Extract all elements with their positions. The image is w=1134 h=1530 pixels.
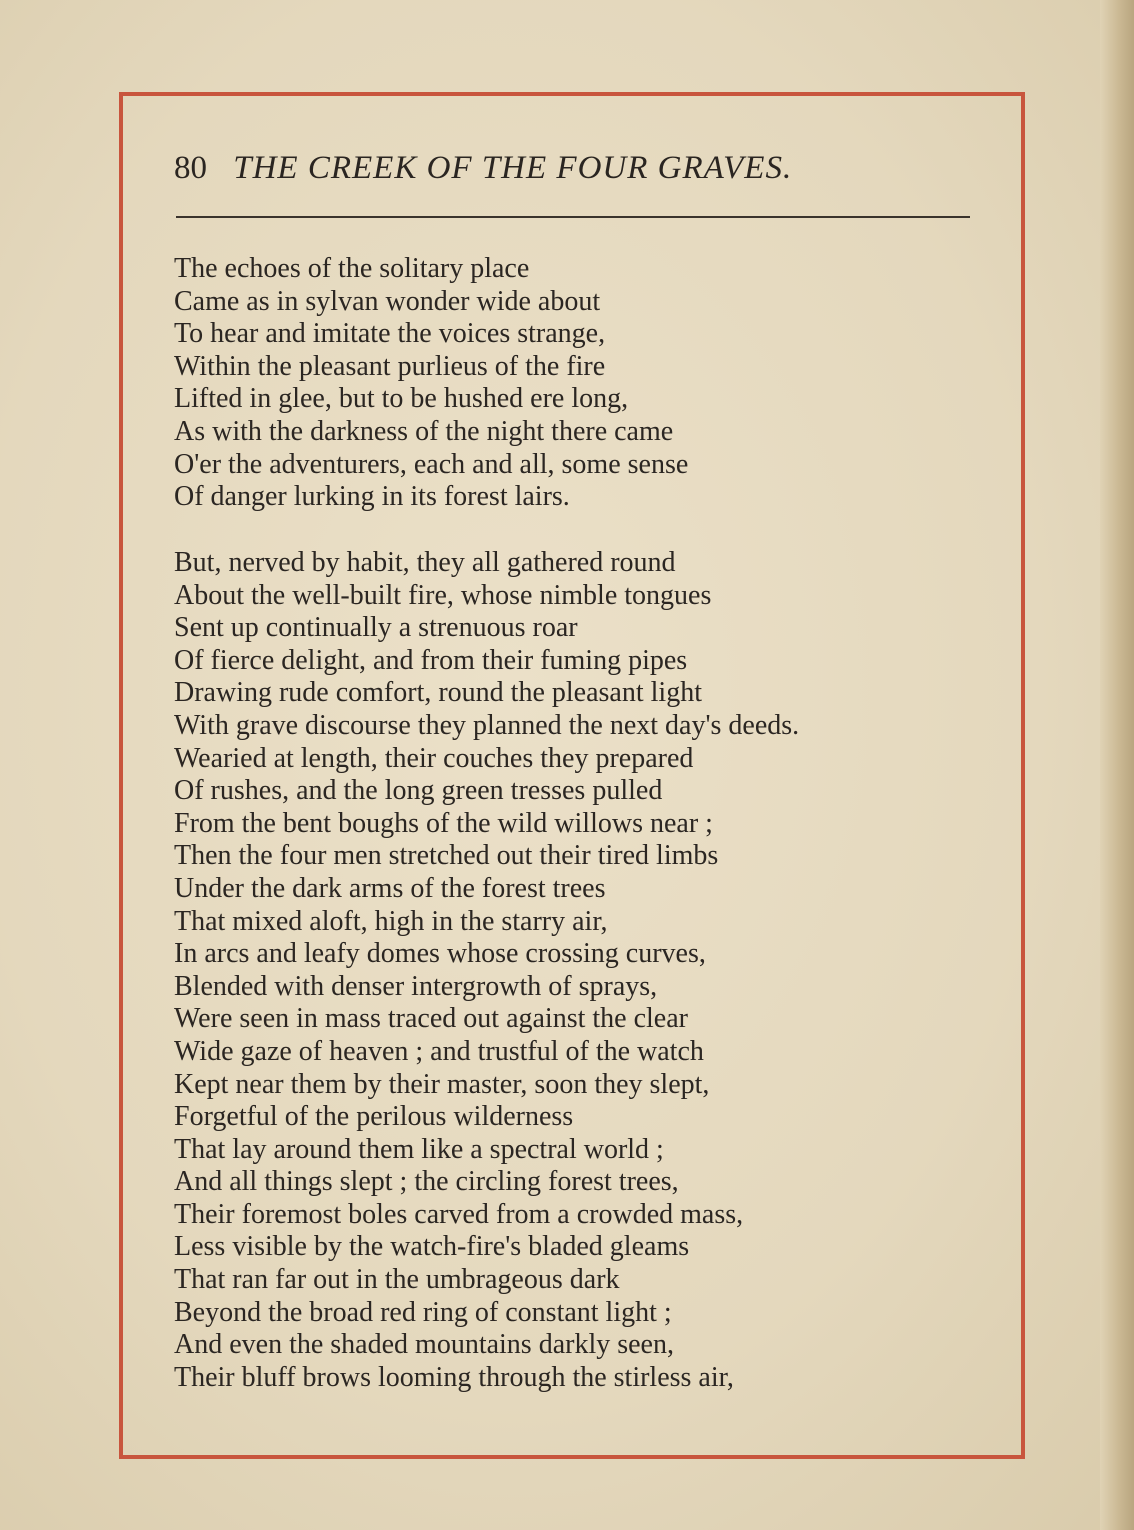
verse-line: Lifted in glee, but to be hushed ere long, xyxy=(174,383,629,415)
verse-line: But, nerved by habit, they all gathered round xyxy=(174,547,676,578)
verse-line: And all things slept ; the circling forest trees, xyxy=(174,1166,679,1198)
verse-line: Of rushes, and the long green tresses pulled xyxy=(174,775,663,807)
verse-line: Sent up continually a strenuous roar xyxy=(174,612,578,644)
verse-line: Came as in sylvan wonder wide about xyxy=(174,285,601,317)
verse-line: To hear and imitate the voices strange, xyxy=(174,318,606,350)
verse-line: That mixed aloft, high in the starry air, xyxy=(174,905,608,937)
verse-line: In arcs and leafy domes whose crossing curves, xyxy=(174,938,706,970)
verse-line: Wide gaze of heaven ; and trustful of the watch xyxy=(174,1035,704,1067)
running-title: THE CREEK OF THE FOUR GRAVES. xyxy=(233,150,793,186)
verse-line: Of fierce delight, and from their fuming pipes xyxy=(174,644,688,676)
verse-line: And even the shaded mountains darkly seen, xyxy=(174,1329,674,1361)
verse-line: Less visible by the watch-fire's bladed gleams xyxy=(174,1231,690,1263)
header-rule xyxy=(176,216,970,218)
verse-line: Under the dark arms of the forest trees xyxy=(174,872,606,904)
page-header xyxy=(174,150,974,198)
stanza-1 xyxy=(174,253,974,514)
verse-line: Then the four men stretched out their tired limbs xyxy=(174,840,719,872)
verse-line: As with the darkness of the night there came xyxy=(174,415,674,447)
verse-line: That lay around them like a spectral world ; xyxy=(174,1133,664,1165)
verse-line: From the bent boughs of the wild willows near ; xyxy=(174,807,713,839)
verse-line: O'er the adventurers, each and all, some sense xyxy=(174,448,689,480)
verse-line: Within the pleasant purlieus of the fire xyxy=(174,350,606,382)
verse-line: About the well-built fire, whose nimble tongues xyxy=(174,579,712,611)
verse-line: Their foremost boles carved from a crowded mass, xyxy=(174,1198,744,1230)
page-number: 80 xyxy=(174,150,207,186)
verse-line: The echoes of the solitary place xyxy=(174,253,530,284)
verse-line: Forgetful of the perilous wilderness xyxy=(174,1101,574,1133)
verse-line: Their bluff brows looming through the stirless air, xyxy=(174,1361,734,1393)
page-gutter xyxy=(1100,0,1134,1530)
verse-line: Blended with denser intergrowth of sprays, xyxy=(174,970,658,1002)
verse-line: Beyond the broad red ring of constant light ; xyxy=(174,1296,672,1328)
verse-line: Were seen in mass traced out against the clear xyxy=(174,1003,688,1035)
verse-line: Of danger lurking in its forest lairs. xyxy=(174,481,570,513)
verse-line: Wearied at length, their couches they prepared xyxy=(174,742,694,774)
verse-line: Kept near them by their master, soon they slept, xyxy=(174,1068,710,1100)
verse-line: Drawing rude comfort, round the pleasant light xyxy=(174,677,702,709)
stanza-2 xyxy=(174,547,974,1394)
verse-line: With grave discourse they planned the next day's deeds. xyxy=(174,709,800,741)
verse-line: That ran far out in the umbrageous dark xyxy=(174,1264,620,1296)
